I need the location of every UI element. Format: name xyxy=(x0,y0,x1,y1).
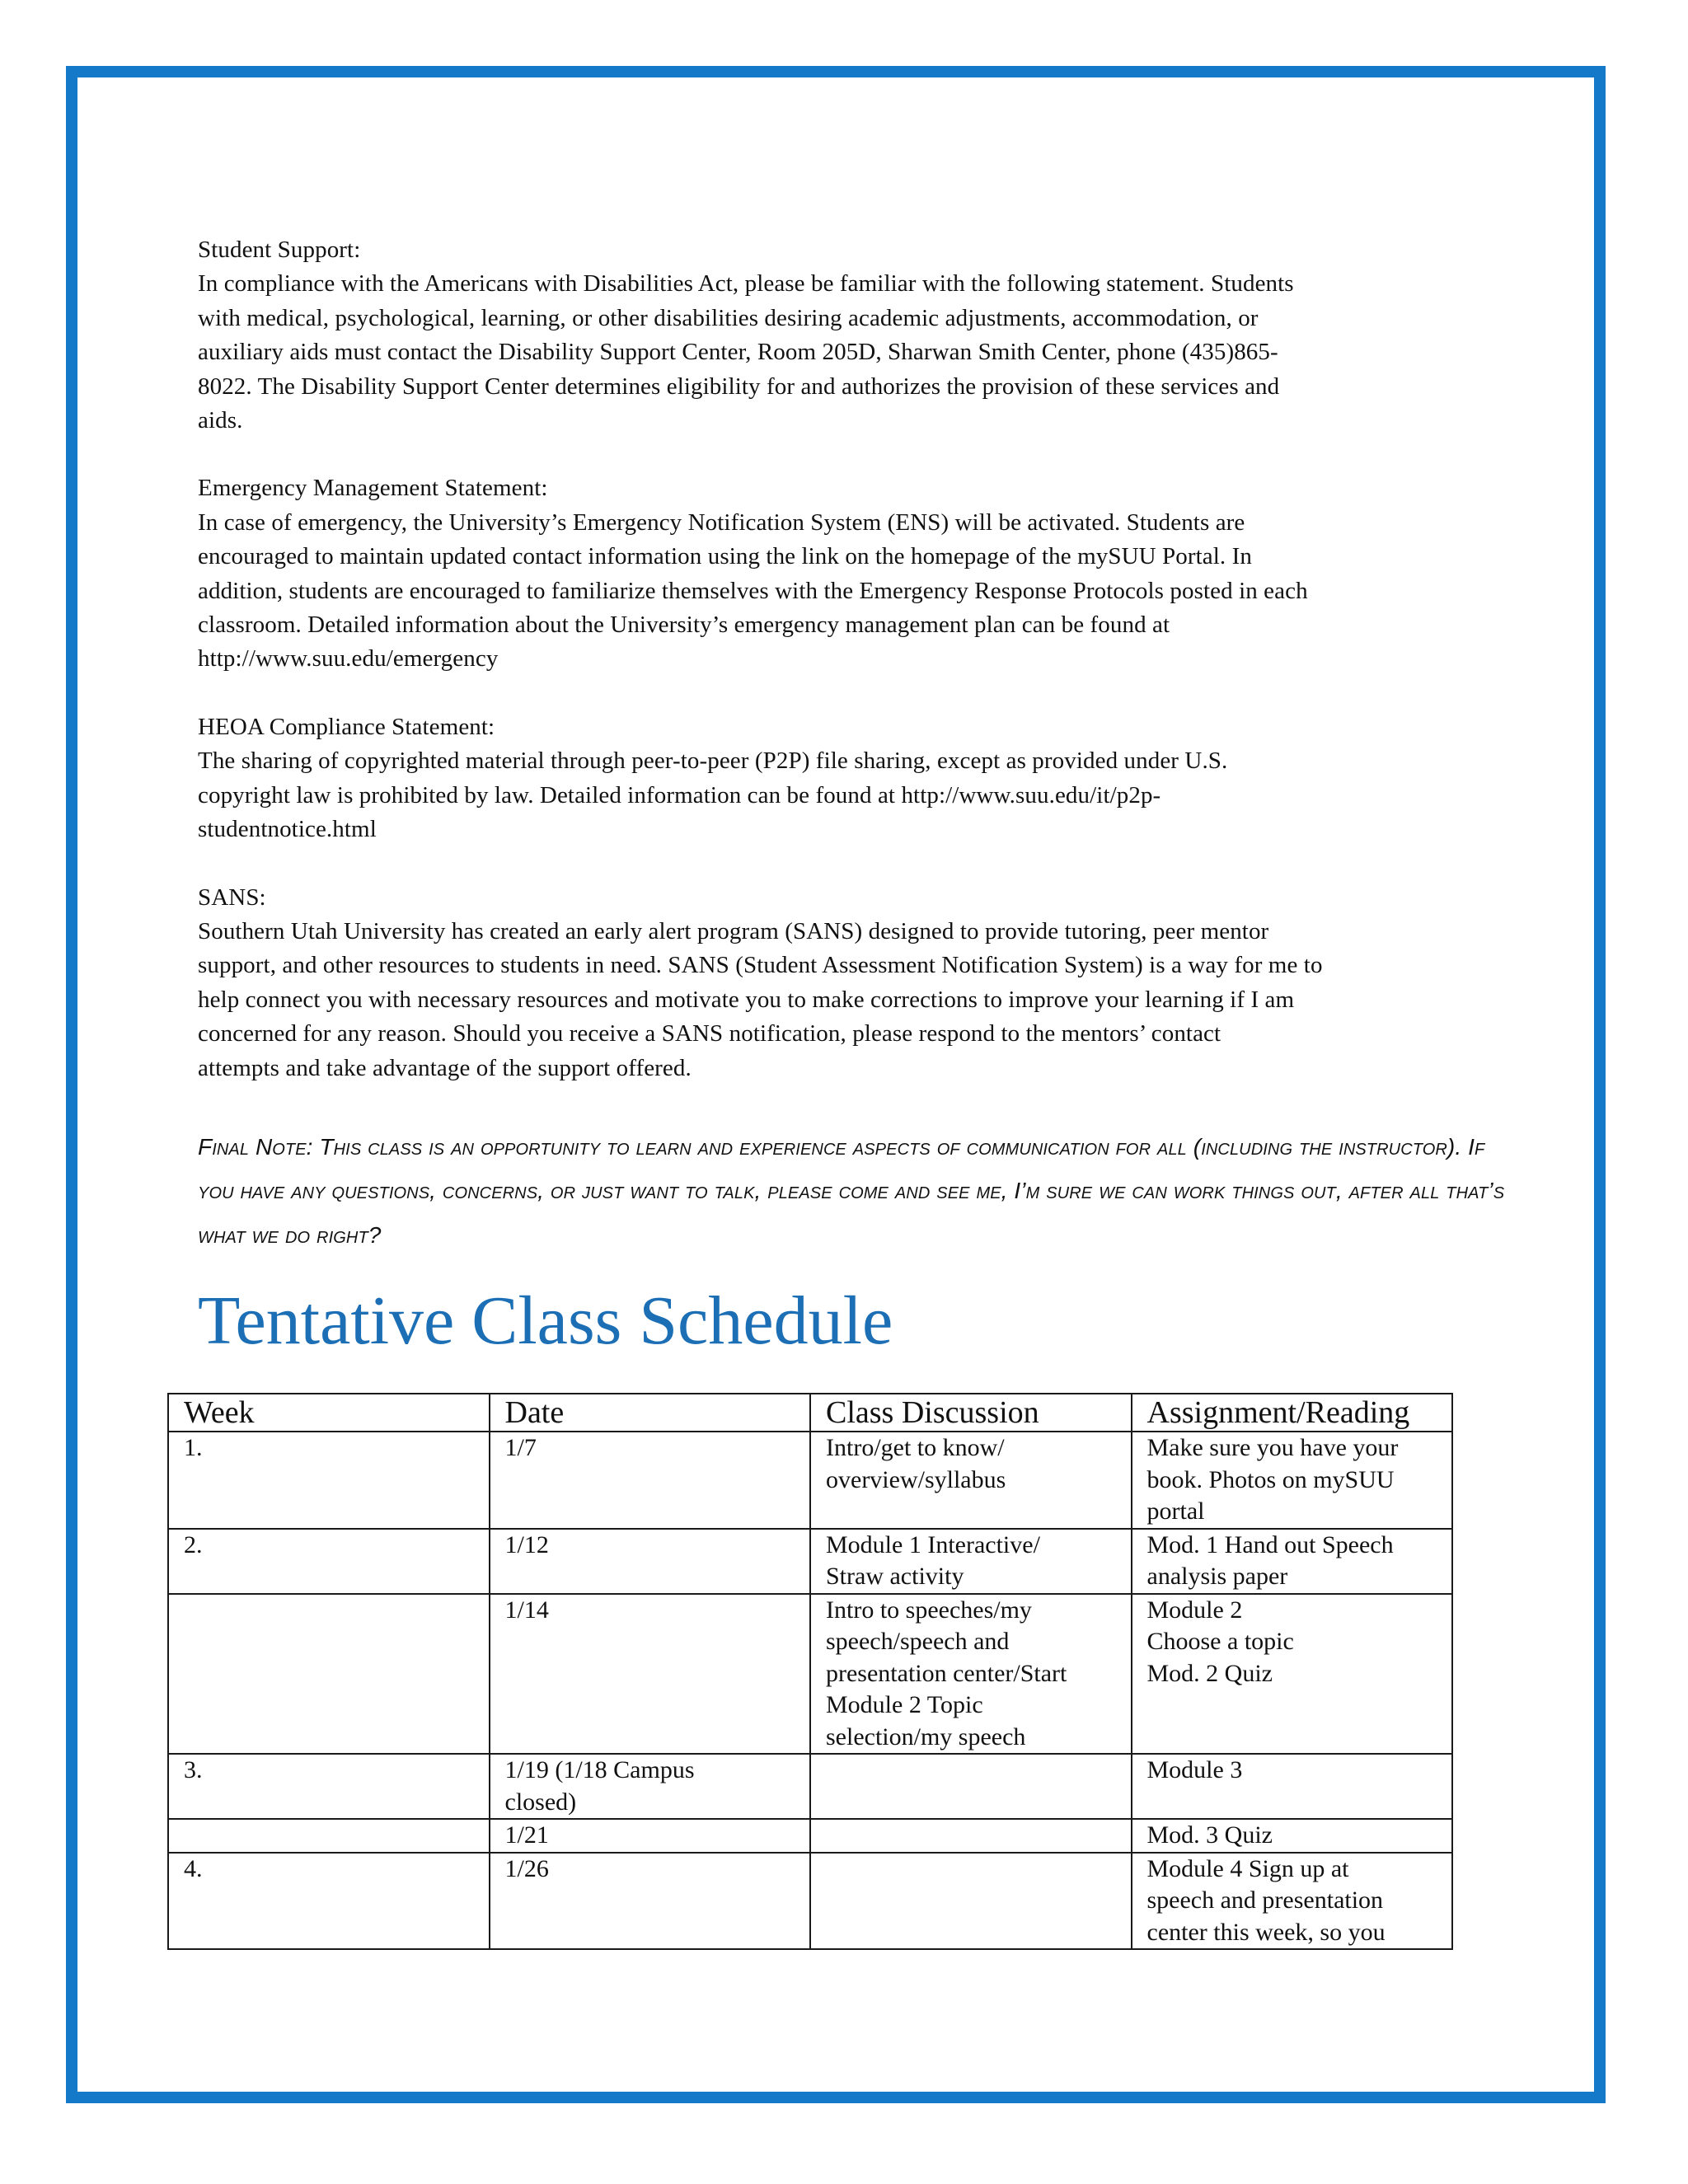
cell-line: Intro/get to know/ xyxy=(826,1434,1005,1461)
paragraph-line: copyright law is prohibited by law. Detailed information can be found at http://www.suu.edu/it/p2p- xyxy=(198,781,1161,808)
emergency-link[interactable]: http://www.suu.edu/emergency xyxy=(198,645,499,673)
paragraph-line: with medical, psychological, learning, or other disabilities desiring academic adjustments, accommodation, or xyxy=(198,304,1259,331)
table-header-row xyxy=(168,1394,1452,1432)
cell-line: center this week, so you xyxy=(1146,1918,1386,1946)
paragraph-line: attempts and take advantage of the support offered. xyxy=(198,1054,692,1081)
table-row xyxy=(168,1754,1452,1819)
date-cell xyxy=(490,1819,811,1853)
table-row xyxy=(168,1819,1452,1853)
cell-line: 1/26 xyxy=(504,1854,549,1882)
cell-line: book. Photos on mySUU xyxy=(1146,1465,1395,1493)
paragraph-line: Southern Utah University has created an early alert program (SANS) designed to provide tutoring, peer mentor xyxy=(198,917,1269,944)
section-heading: Emergency Management Statement: xyxy=(198,475,548,502)
cell-line: presentation center/Start xyxy=(826,1659,1067,1687)
paragraph-line: auxiliary aids must contact the Disability Support Center, Room 205D, Sharwan Smith Center, phone (435)865- xyxy=(198,339,1278,366)
discussion-cell xyxy=(810,1754,1132,1819)
heoa-compliance-section xyxy=(198,710,1492,847)
assignment-cell xyxy=(1132,1754,1453,1819)
header-class-discussion: Class Discussion xyxy=(810,1394,1132,1432)
cell-line: Mod. 3 Quiz xyxy=(1146,1821,1273,1849)
header-assignment-reading: Assignment/Reading xyxy=(1132,1394,1453,1432)
date-cell xyxy=(490,1754,811,1819)
header-date: Date xyxy=(490,1394,811,1432)
paragraph-line: In compliance with the Americans with Disabilities Act, please be familiar with the following statement. Students xyxy=(198,270,1294,298)
schedule-body xyxy=(168,1432,1452,1949)
date-cell xyxy=(490,1432,811,1529)
cell-line: Choose a topic xyxy=(1146,1628,1294,1655)
sans-section xyxy=(198,881,1492,1085)
discussion-cell xyxy=(810,1819,1132,1853)
header-week: Week xyxy=(168,1394,490,1432)
paragraph-line: The sharing of copyrighted material through peer-to-peer (P2P) file sharing, except as provided under U.S. xyxy=(198,748,1228,775)
week-cell: 1. xyxy=(168,1432,490,1529)
cell-line: analysis paper xyxy=(1146,1563,1288,1590)
paragraph-line: studentnotice.html xyxy=(198,816,377,843)
cell-line: overview/syllabus xyxy=(826,1465,1006,1493)
paragraph-line: 8022. The Disability Support Center determines eligibility for and authorizes the provision of these services and xyxy=(198,373,1280,400)
paragraph-line: help connect you with necessary resources and motivate you to make corrections to improve your learning if I am xyxy=(198,986,1295,1013)
section-heading: Student Support: xyxy=(198,237,361,263)
cell-line: closed) xyxy=(504,1788,577,1816)
assignment-cell xyxy=(1132,1853,1453,1950)
cell-line: speech/speech and xyxy=(826,1628,1010,1655)
section-heading: HEOA Compliance Statement: xyxy=(198,713,495,740)
date-cell xyxy=(490,1529,811,1594)
cell-line: selection/my speech xyxy=(826,1722,1026,1750)
cell-line: Mod. 2 Quiz xyxy=(1146,1659,1273,1687)
final-note: Final Note: This class is an opportunity to learn and experience aspects of communication for all (including the instructor). If you have any questions, concerns, or just want to talk, please come and see me, I’m sure we can work things out, after all that’s what we do right? xyxy=(198,1133,1505,1248)
paragraph-line: addition, students are encouraged to familiarize themselves with the Emergency Response Protocols posted in each xyxy=(198,577,1308,604)
paragraph-line: In case of emergency, the University’s Emergency Notification System (ENS) will be activated. Students are xyxy=(198,509,1245,536)
document-body xyxy=(198,233,1505,1362)
cell-line: Module 4 Sign up at xyxy=(1146,1854,1349,1882)
cell-line: Module 2 Topic xyxy=(826,1691,983,1718)
week-cell xyxy=(168,1819,490,1853)
date-cell xyxy=(490,1853,811,1950)
cell-line: 1/19 (1/18 Campus xyxy=(504,1756,695,1783)
cell-line: 1/12 xyxy=(504,1530,549,1558)
cell-line: speech and presentation xyxy=(1146,1886,1384,1914)
week-cell: 3. xyxy=(168,1754,490,1819)
assignment-cell xyxy=(1132,1432,1453,1529)
week-cell: 4. xyxy=(168,1853,490,1950)
paragraph-line: concerned for any reason. Should you receive a SANS notification, please respond to the mentors’ contact xyxy=(198,1020,1221,1047)
week-cell xyxy=(168,1594,490,1755)
paragraph-line: encouraged to maintain updated contact information using the link on the homepage of the mySUU Portal. In xyxy=(198,543,1252,570)
cell-line: Intro to speeches/my xyxy=(826,1596,1032,1624)
discussion-cell xyxy=(810,1853,1132,1950)
cell-line: Straw activity xyxy=(826,1563,964,1590)
assignment-cell xyxy=(1132,1529,1453,1594)
week-cell: 2. xyxy=(168,1529,490,1594)
discussion-cell xyxy=(810,1594,1132,1755)
table-row xyxy=(168,1853,1452,1950)
assignment-cell xyxy=(1132,1819,1453,1853)
cell-line: Module 2 xyxy=(1146,1596,1243,1624)
schedule-table xyxy=(167,1393,1453,1950)
cell-line: 1/7 xyxy=(504,1434,537,1461)
student-support-section xyxy=(198,233,1492,438)
section-heading: SANS: xyxy=(198,883,266,911)
table-row xyxy=(168,1529,1452,1594)
paragraph-line: aids. xyxy=(198,407,243,434)
date-cell xyxy=(490,1594,811,1755)
cell-line: 1/21 xyxy=(504,1821,549,1849)
cell-line: Module 3 xyxy=(1146,1756,1243,1783)
table-row xyxy=(168,1432,1452,1529)
paragraph-line: classroom. Detailed information about the University’s emergency management plan can be found at xyxy=(198,612,1170,639)
discussion-cell xyxy=(810,1529,1132,1594)
cell-line: Mod. 1 Hand out Speech xyxy=(1146,1530,1394,1558)
cell-line: 1/14 xyxy=(504,1596,549,1624)
schedule-title: Tentative Class Schedule xyxy=(198,1282,893,1360)
cell-line: Make sure you have your xyxy=(1146,1434,1399,1461)
discussion-cell xyxy=(810,1432,1132,1529)
assignment-cell xyxy=(1132,1594,1453,1755)
table-row xyxy=(168,1594,1452,1755)
cell-line: portal xyxy=(1146,1497,1205,1525)
cell-line: Module 1 Interactive/ xyxy=(826,1530,1040,1558)
emergency-management-section xyxy=(198,471,1492,676)
paragraph-line: support, and other resources to students in need. SANS (Student Assessment Notification System) is a way for me to xyxy=(198,952,1323,979)
